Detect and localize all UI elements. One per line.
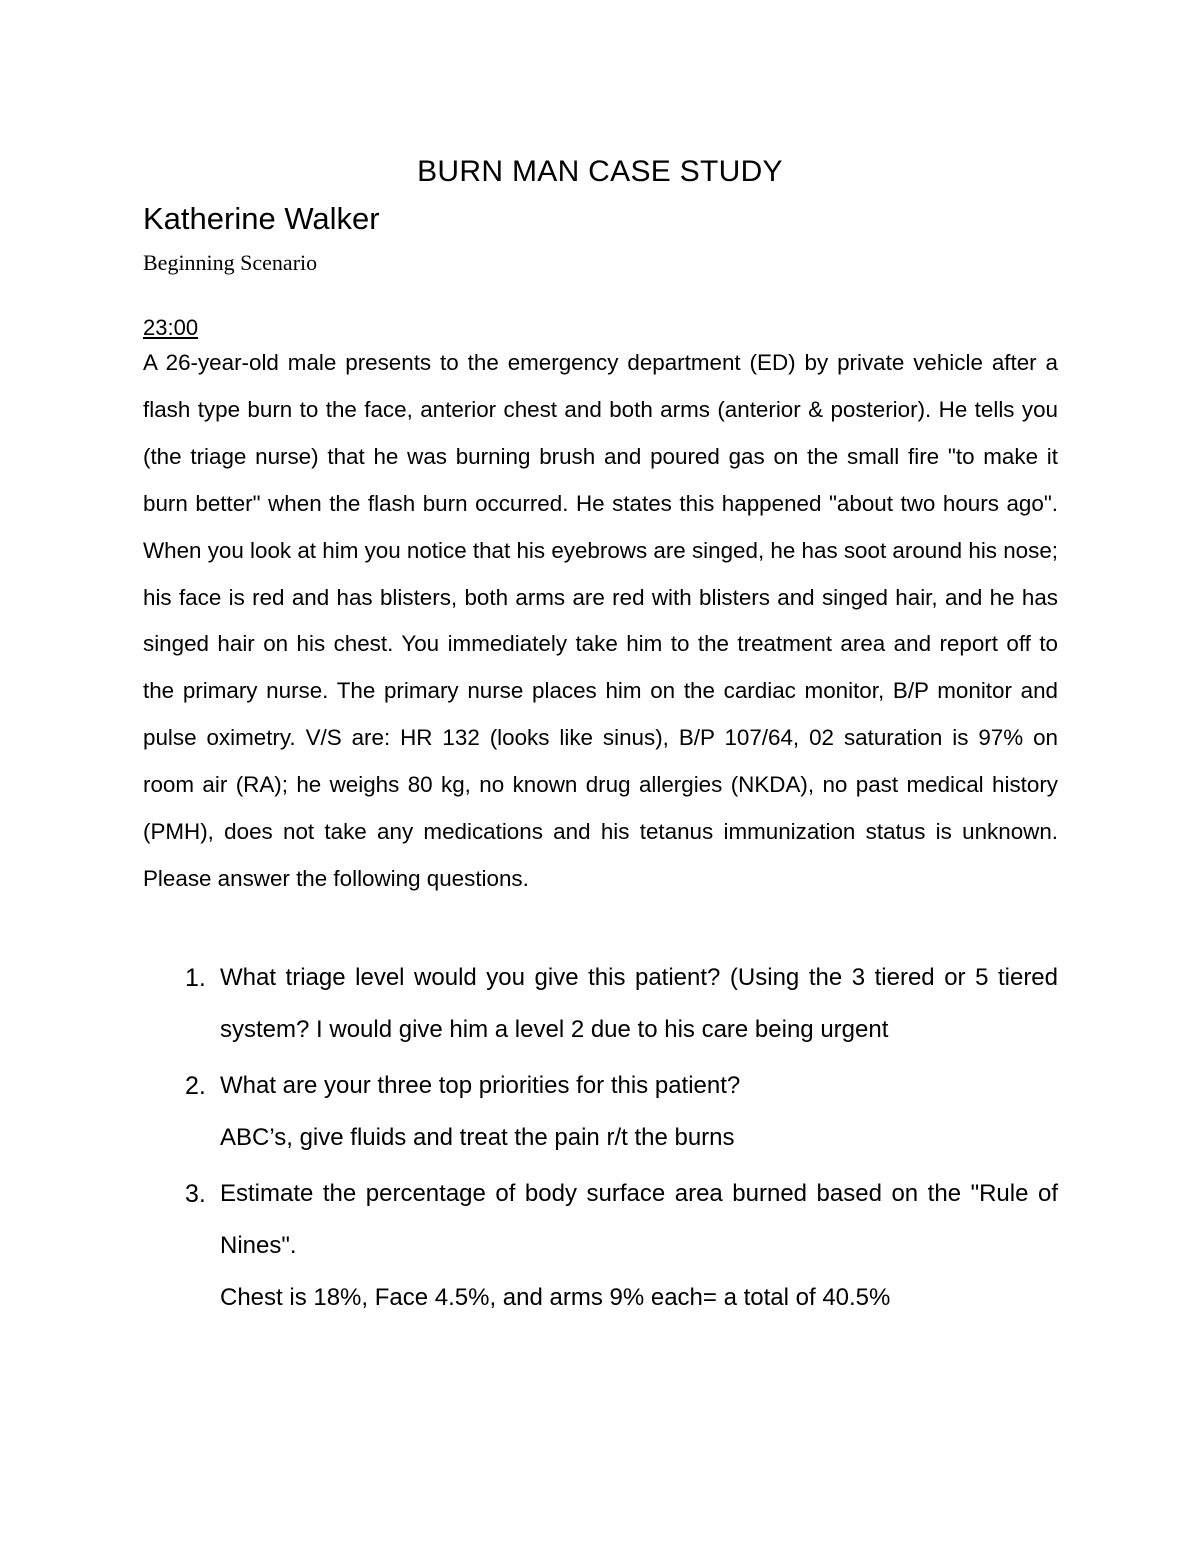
section-subtitle: Beginning Scenario (143, 250, 318, 275)
question-item (143, 952, 1058, 1056)
answer-text: Chest is 18%, Face 4.5%, and arms 9% each= a total of 40.5% (220, 1284, 891, 1311)
question-number: 3. (185, 1180, 206, 1208)
question-text: Estimate the percentage of body surface area burned based on the "Rule of Nines". (220, 1180, 1058, 1259)
question-list (143, 952, 1058, 1328)
author-name: Katherine Walker (143, 201, 380, 236)
question-number: 1. (185, 964, 206, 992)
question-item (143, 1168, 1058, 1324)
scenario-time: 23:00 (143, 315, 199, 340)
question-item (143, 1060, 1058, 1164)
question-number: 2. (185, 1072, 206, 1100)
question-text: What triage level would you give this patient? (Using the 3 tiered or 5 tiered system? I would give him a level 2 due to his care being urgent (220, 964, 1058, 1043)
scenario-paragraph: A 26-year-old male presents to the emergency department (ED) by private vehicle after a flash type burn to the face, anterior chest and both arms (anterior & posterior). He tells you (the triage nurse) that he was burning brush and poured gas on the small fire "to make it burn better" when the flash burn occurred. He states this happened "about two hours ago". When you look at him you notice that his eyebrows are singed, he has soot around his nose; his face is red and has blisters, both arms are red with blisters and singed hair, and he has singed hair on his chest. You immediately take him to the treatment area and report off to the primary nurse. The primary nurse places him on the cardiac monitor, B/P monitor and pulse oximetry. V/S are: HR 132 (looks like sinus), B/P 107/64, 02 saturation is 97% on room air (RA); he weighs 80 kg, no known drug allergies (NKDA), no past medical history (PMH), does not take any medications and his tetanus immunization status is unknown. Please answer the following questions. (143, 350, 1058, 891)
question-text: What are your three top priorities for this patient? (220, 1072, 741, 1099)
answer-text: ABC’s, give fluids and treat the pain r/t the burns (220, 1124, 735, 1151)
document-title: BURN MAN CASE STUDY (417, 155, 783, 188)
